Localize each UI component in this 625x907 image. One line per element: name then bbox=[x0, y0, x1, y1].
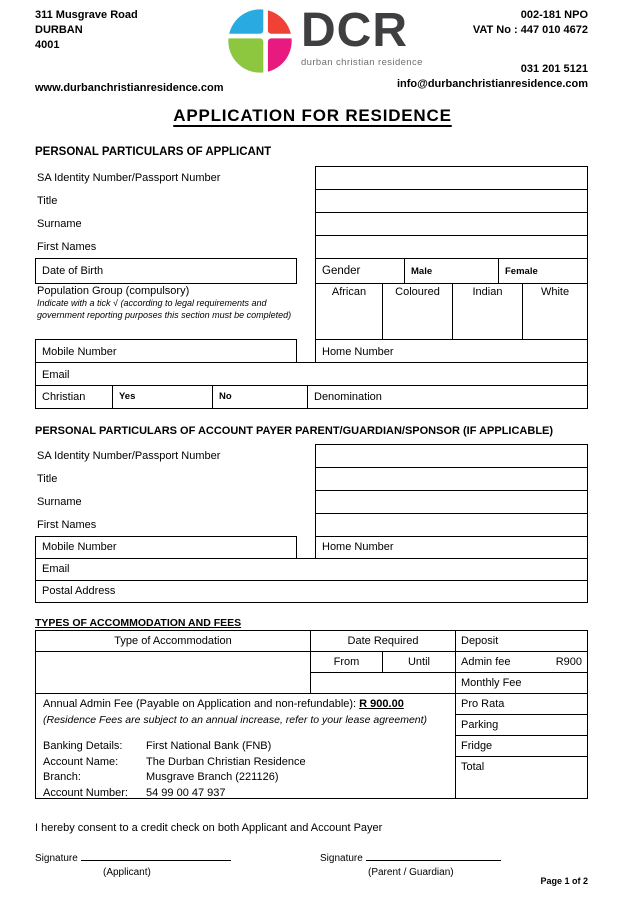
applicant-signature-line[interactable] bbox=[81, 850, 231, 861]
applicant-email-field[interactable]: Email bbox=[35, 362, 588, 386]
page-title: APPLICATION FOR RESIDENCE bbox=[173, 106, 452, 125]
banking-details-block bbox=[43, 739, 448, 801]
payer-section bbox=[35, 425, 588, 605]
date-from-header: From bbox=[310, 651, 383, 673]
dcr-logo-icon bbox=[227, 8, 293, 74]
fee-row-monthly-fee[interactable]: Monthly Fee bbox=[455, 672, 588, 694]
date-required-header: Date Required bbox=[310, 630, 456, 652]
christian-row bbox=[35, 385, 588, 409]
fee-increase-note: (Residence Fees are subject to an annual increase, refer to your lease agreement) bbox=[43, 714, 428, 726]
phone-number: 031 201 5121 bbox=[520, 63, 588, 75]
applicant-dob-label: Date of Birth bbox=[35, 258, 297, 284]
logo-quadrant-bottom-right-icon bbox=[268, 38, 293, 74]
payer-mobile-field[interactable]: Mobile Number bbox=[35, 536, 297, 559]
logo-quadrant-top-right-icon bbox=[268, 8, 293, 34]
payer-id-label: SA Identity Number/Passport Number bbox=[37, 450, 221, 462]
fee-row-deposit[interactable]: Deposit bbox=[455, 630, 588, 652]
population-option-white[interactable]: White bbox=[522, 283, 588, 340]
christian-no-option[interactable]: No bbox=[213, 386, 308, 408]
payer-surname-label: Surname bbox=[37, 496, 82, 508]
signature-label: Signature bbox=[320, 853, 363, 864]
fees-section-heading: TYPES OF ACCOMMODATION AND FEES bbox=[35, 617, 242, 629]
payer-section-heading: PERSONAL PARTICULARS OF ACCOUNT PAYER PARENT/GUARDIAN/SPONSOR (IF APPLICABLE) bbox=[35, 425, 554, 437]
logo-acronym: DCR bbox=[301, 4, 408, 57]
logo-text-block bbox=[301, 4, 423, 68]
date-until-header: Until bbox=[382, 651, 456, 673]
population-option-coloured[interactable]: Coloured bbox=[382, 283, 453, 340]
payer-home-field[interactable]: Home Number bbox=[315, 536, 588, 559]
population-group-note: Indicate with a tick √ (according to legal requirements and government reporting purposes this section must be completed) bbox=[37, 298, 292, 320]
payer-first-names-input[interactable] bbox=[315, 513, 588, 537]
applicant-first-names-input[interactable] bbox=[315, 235, 588, 259]
applicant-home-field[interactable]: Home Number bbox=[315, 339, 588, 363]
christian-yes-option[interactable]: Yes bbox=[113, 386, 213, 408]
applicant-signature-group bbox=[35, 850, 231, 878]
applicant-first-names-label: First Names bbox=[37, 241, 97, 253]
guardian-signature-group bbox=[320, 850, 501, 878]
org-registration-block bbox=[473, 8, 588, 38]
banking-row: Branch: Musgrave Branch (221126) bbox=[43, 770, 448, 786]
fees-section bbox=[35, 617, 588, 799]
population-option-indian[interactable]: Indian bbox=[452, 283, 523, 340]
payer-title-label: Title bbox=[37, 473, 58, 485]
address-line-2: DURBAN bbox=[35, 24, 83, 36]
fee-value: R900 bbox=[555, 656, 582, 668]
applicant-section-heading: PERSONAL PARTICULARS OF APPLICANT bbox=[35, 146, 272, 158]
population-group-label: Population Group (compulsory) bbox=[37, 285, 190, 297]
applicant-signature-caption: (Applicant) bbox=[103, 867, 151, 878]
annual-fee-amount: R 900.00 bbox=[359, 698, 404, 710]
vat-number: VAT No : 447 010 4672 bbox=[472, 24, 588, 36]
branch-name: Musgrave Branch (221126) bbox=[146, 771, 279, 783]
signature-block bbox=[35, 850, 588, 890]
fee-row-total[interactable]: Total bbox=[455, 756, 588, 799]
address-line-1: 311 Musgrave Road bbox=[35, 9, 138, 21]
consent-statement: I hereby consent to a credit check on both Applicant and Account Payer bbox=[35, 822, 383, 834]
payer-surname-input[interactable] bbox=[315, 490, 588, 514]
fee-row-fridge[interactable]: Fridge bbox=[455, 735, 588, 757]
applicant-surname-label: Surname bbox=[37, 218, 82, 230]
dcr-logo bbox=[227, 4, 423, 74]
page-number: Page 1 of 2 bbox=[540, 876, 588, 886]
org-address bbox=[35, 8, 138, 53]
fee-row-admin-fee[interactable]: Admin fee R900 bbox=[455, 651, 588, 673]
payer-first-names-label: First Names bbox=[37, 519, 97, 531]
applicant-mobile-field[interactable]: Mobile Number bbox=[35, 339, 297, 363]
signature-label: Signature bbox=[35, 853, 78, 864]
banking-row: Banking Details: First National Bank (FNB) bbox=[43, 739, 448, 755]
gender-female-option[interactable]: Female bbox=[498, 258, 588, 284]
gender-label: Gender bbox=[315, 258, 405, 284]
guardian-signature-line[interactable] bbox=[366, 850, 501, 861]
population-group-block bbox=[37, 285, 309, 321]
applicant-id-input[interactable] bbox=[315, 166, 588, 190]
guardian-signature-caption: (Parent / Guardian) bbox=[368, 867, 454, 878]
email-address: info@durbanchristianresidence.com bbox=[396, 78, 588, 90]
fee-row-pro-rata[interactable]: Pro Rata bbox=[455, 693, 588, 715]
applicant-section bbox=[35, 146, 588, 412]
payer-email-field[interactable]: Email bbox=[35, 558, 588, 581]
christian-label: Christian bbox=[36, 386, 113, 408]
address-line-3: 4001 bbox=[35, 39, 60, 51]
denomination-field[interactable]: Denomination bbox=[314, 391, 382, 403]
gender-male-option[interactable]: Male bbox=[404, 258, 499, 284]
account-name: The Durban Christian Residence bbox=[146, 755, 306, 768]
logo-quadrant-bottom-left-icon bbox=[227, 38, 263, 74]
logo-quadrant-top-left-icon bbox=[227, 8, 263, 34]
applicant-title-input[interactable] bbox=[315, 189, 588, 213]
type-of-accommodation-header: Type of Accommodation bbox=[35, 630, 311, 652]
payer-title-input[interactable] bbox=[315, 467, 588, 491]
type-of-accommodation-input[interactable] bbox=[35, 651, 311, 694]
fees-info-cell bbox=[35, 693, 456, 799]
org-contact-block bbox=[397, 62, 588, 92]
banking-row: Account Number: 54 99 00 47 937 bbox=[43, 786, 448, 802]
applicant-id-label: SA Identity Number/Passport Number bbox=[37, 172, 221, 184]
population-option-african[interactable]: African bbox=[315, 283, 383, 340]
bank-name: First National Bank (FNB) bbox=[146, 740, 272, 752]
applicant-surname-input[interactable] bbox=[315, 212, 588, 236]
date-required-input[interactable] bbox=[310, 672, 456, 694]
logo-tagline: durban christian residence bbox=[301, 57, 423, 68]
payer-id-input[interactable] bbox=[315, 444, 588, 468]
annual-fee-line: Annual Admin Fee (Payable on Application and non-refundable): R 900.00 bbox=[43, 698, 404, 710]
applicant-title-label: Title bbox=[37, 195, 58, 207]
website-url: www.durbanchristianresidence.com bbox=[35, 82, 224, 94]
banking-row: Account Name: The Durban Christian Residence bbox=[43, 755, 448, 771]
account-number: 54 99 00 47 937 bbox=[146, 786, 226, 799]
payer-postal-field[interactable]: Postal Address bbox=[35, 580, 588, 603]
fee-row-parking[interactable]: Parking bbox=[455, 714, 588, 736]
npo-number: 002-181 NPO bbox=[520, 9, 588, 21]
